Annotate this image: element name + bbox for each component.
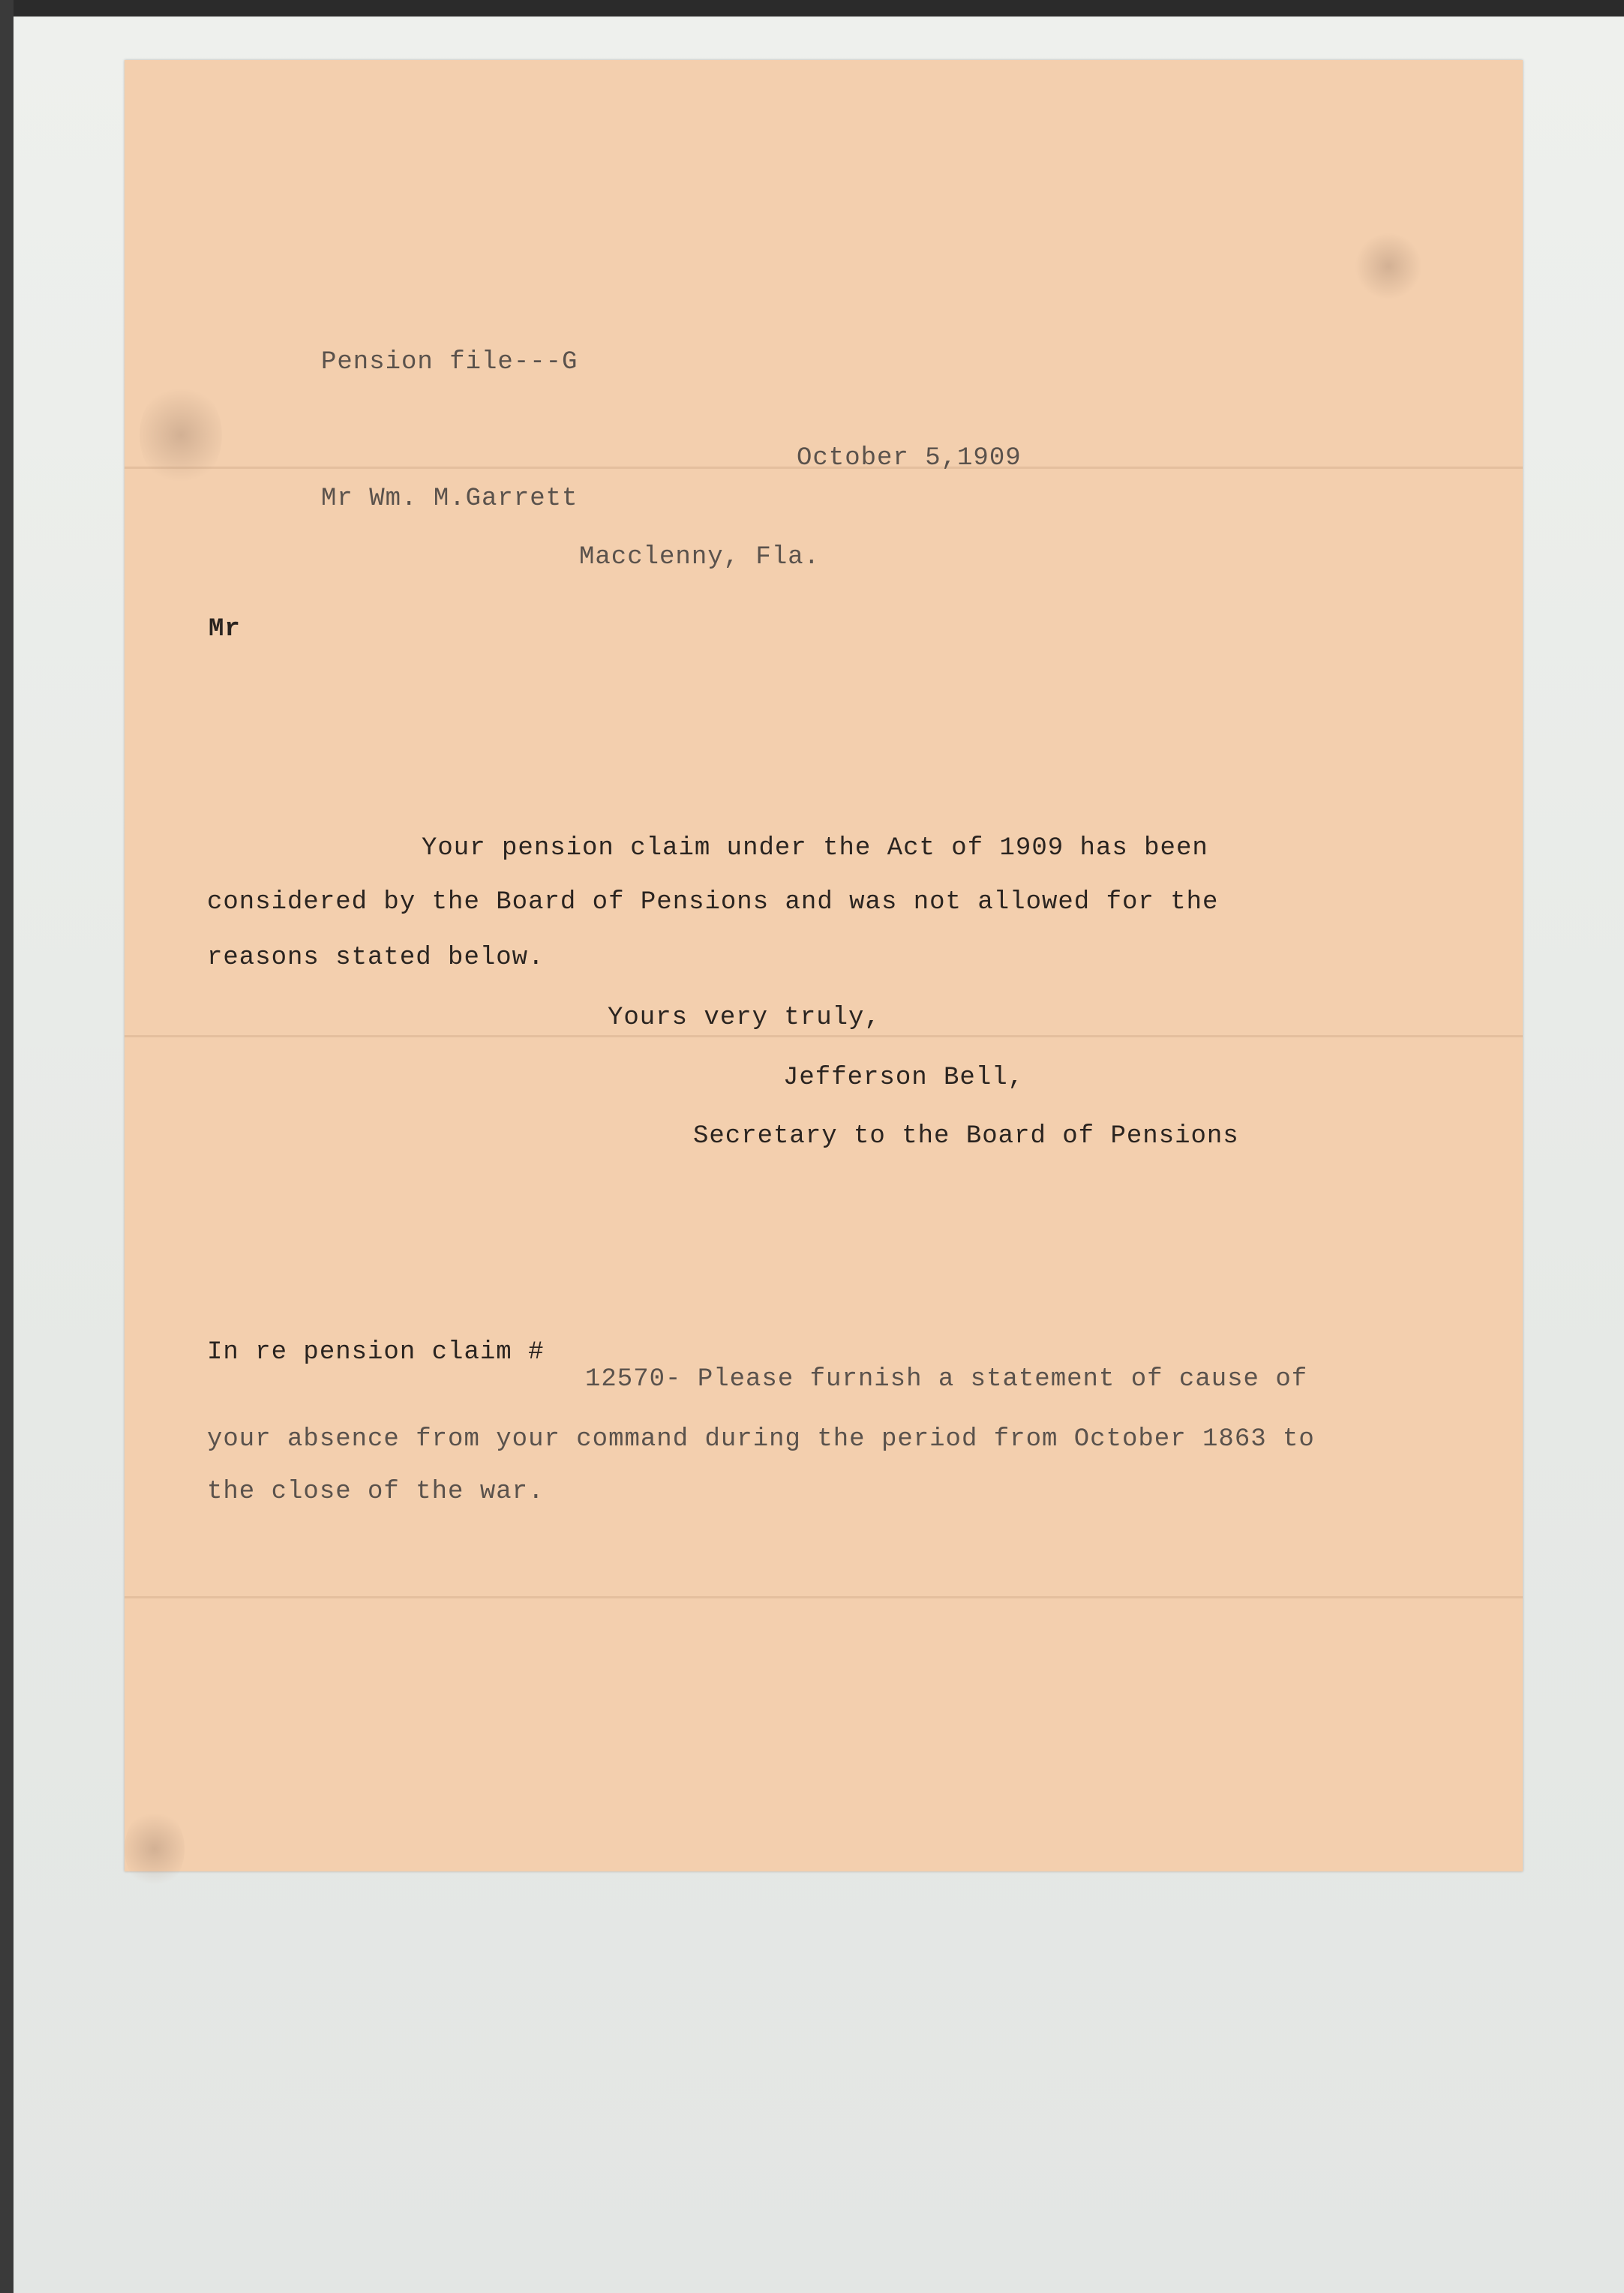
signer-name: Jefferson Bell, <box>783 1064 1025 1092</box>
letter-date: October 5,1909 <box>797 444 1022 473</box>
body-line-3: reasons stated below. <box>207 944 545 972</box>
body-line-2: considered by the Board of Pensions and was not allowed for the <box>207 888 1219 917</box>
recipient-place: Macclenny, Fla. <box>579 543 821 572</box>
fold-line <box>125 1596 1523 1598</box>
stain <box>125 1808 185 1890</box>
fold-line <box>125 1035 1523 1037</box>
closing: Yours very truly, <box>608 1004 881 1032</box>
body-line-1: Your pension claim under the Act of 1909 has been <box>422 834 1208 863</box>
claim-line-1: 12570- Please furnish a statement of cause of <box>585 1365 1308 1394</box>
stain <box>1355 233 1422 300</box>
letter-page <box>125 60 1523 1871</box>
file-reference: Pension file---G <box>321 348 578 377</box>
claim-label: In re pension claim # <box>207 1338 545 1367</box>
claim-line-2: your absence from your command during the period from October 1863 to <box>207 1425 1315 1454</box>
scanner-edge-top <box>0 0 1624 17</box>
stain <box>140 383 222 488</box>
claim-line-3: the close of the war. <box>207 1478 545 1506</box>
signer-title: Secretary to the Board of Pensions <box>693 1122 1239 1151</box>
scanner-edge-left <box>0 0 14 2293</box>
salutation: Mr <box>209 615 241 644</box>
recipient-name: Mr Wm. M.Garrett <box>321 485 578 513</box>
